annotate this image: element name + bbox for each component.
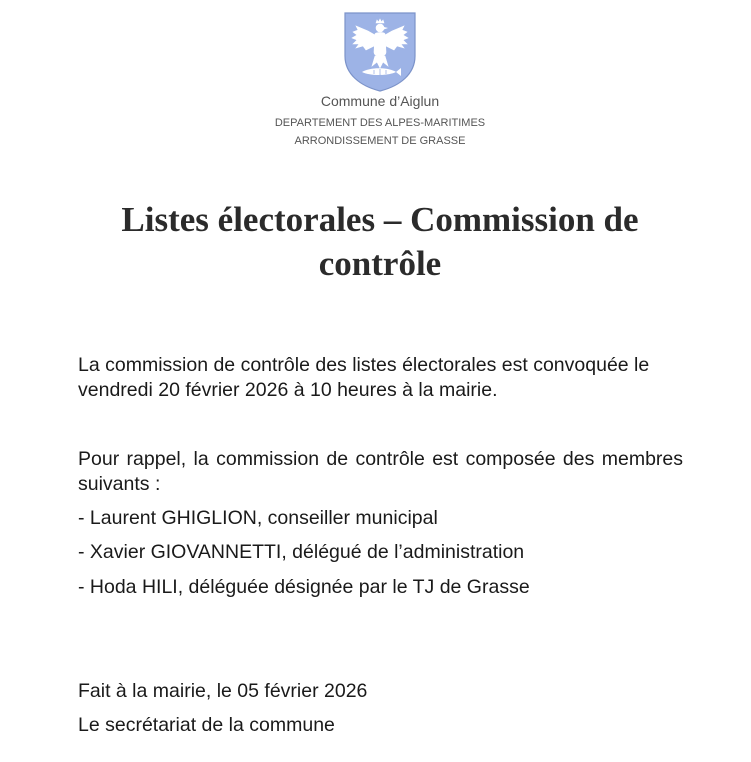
place-date: Fait à la mairie, le 05 février 2026 xyxy=(78,680,368,702)
letterhead xyxy=(0,12,751,150)
convocation-paragraph: La commission de contrôle des listes électorales est convoquée le vendredi 20 février 2026 à 10 heures à la mairie. xyxy=(78,354,650,401)
member-item: - Laurent GHIGLION, conseiller municipal xyxy=(78,507,438,529)
composition-paragraph: Pour rappel, la commission de contrôle est composée des membres suivants : xyxy=(78,448,683,495)
commune-name: Commune d’Aiglun xyxy=(320,93,440,109)
coat-of-arms-eagle-icon xyxy=(344,12,416,92)
arrondissement-line: ARRONDISSEMENT DE GRASSE xyxy=(294,135,466,147)
department-line: DEPARTEMENT DES ALPES-MARITIMES xyxy=(274,117,486,129)
signature: Le secrétariat de la commune xyxy=(78,714,335,736)
member-item: - Hoda HILI, déléguée désignée par le TJ de Grasse xyxy=(78,576,530,598)
page-title: Listes électorales – Commission de contrôle xyxy=(121,200,639,283)
member-item: - Xavier GIOVANNETTI, délégué de l’administration xyxy=(78,541,525,563)
